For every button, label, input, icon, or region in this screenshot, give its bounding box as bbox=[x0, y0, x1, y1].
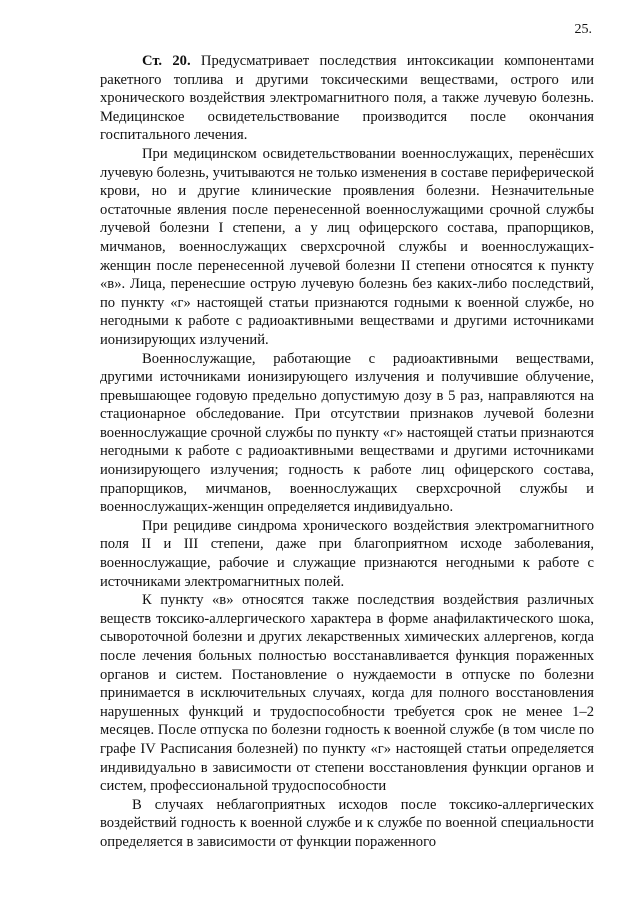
paragraph-radiation-sickness: При медицинском освидетельствовании военнослужащих, перенёсших лучевую болезнь, учитываются не только изменения в составе периферической крови, но и другие клинические проявления болезни. Незначительные остаточные явления после перенесенной военнослужащими срочной службы лучевой болезни I степени, а у лиц офицерского состава, прапорщиков, мичманов, военнослужащих сверхсрочной службы и военнослужащих-женщин после перенесенной лучевой болезни II степени относятся к пункту «в». Лица, перенесшие острую лучевую болезнь без каких-либо последствий, по пункту «г» настоящей статьи признаются годными к военной службе, но негодными к работе с радиоактивными веществами и другими источниками ионизирующих излучений. bbox=[100, 145, 595, 348]
article-number: Ст. 20. bbox=[142, 53, 191, 69]
article-intro-text: Предусматривает последствия интоксикации компонентами ракетного топлива и другими токсическими веществами, острого или хронического воздействия электромагнитного поля, а также лучевую болезнь. Медицинское освидетельствование производится после окончания госпитального лечения. bbox=[100, 53, 594, 144]
paragraph-unfavorable-outcomes: В случаях неблагоприятных исходов после токсико-аллергических воздействий годность к военной службе и к службе по военной специальности определяется в зависимости от функции пораженного bbox=[100, 796, 594, 850]
article-intro-paragraph bbox=[100, 52, 594, 145]
document-body bbox=[100, 52, 594, 852]
page-number: 25. bbox=[574, 22, 592, 37]
paragraph-electromagnetic-field: При рецидиве синдрома хронического воздействия электромагнитного поля II и III степени, даже при благоприятном исходе заболевания, военнослужащие, рабочие и служащие признаются негодными к работе с источниками электромагнитных полей. bbox=[100, 517, 594, 590]
paragraph-toxic-allergic: К пункту «в» относятся также последствия воздействия различных веществ токсико-аллергического характера в форме анафилактического шока, сывороточной болезни и других лекарственных химических аллергенов, когда после лечения больных полностью восстанавливается функция пораженных органов и систем. Постановление о нуждаемости в отпуске по болезни принимается в исключительных случаях, когда для полного восстановления нарушенных функций и трудоспособности требуется срок не менее 1–2 месяцев. После отпуска по болезни годность к военной службе (в том числе по графе IV Расписания болезней) по пункту «г» настоящей статьи определяется индивидуально в зависимости от степени восстановления функции органов и систем, профессиональной трудоспособности bbox=[100, 592, 594, 795]
paragraph-radioactive-work: Военнослужащие, работающие с радиоактивными веществами, другими источниками ионизирующего излучения и получившие облучение, превышающее годовую предельно допустимую дозу в 5 раз, направляются на стационарное обследование. При отсутствии признаков лучевой болезни военнослужащие срочной службы по пункту «г» настоящей статьи признаются негодными к работе с радиоактивными веществами и другими источниками ионизирующего излучения; годность к работе лиц офицерского состава, прапорщиков, мичманов, военнослужащих сверхсрочной службы и военнослужащих-женщин определяется индивидуально. bbox=[100, 350, 594, 516]
